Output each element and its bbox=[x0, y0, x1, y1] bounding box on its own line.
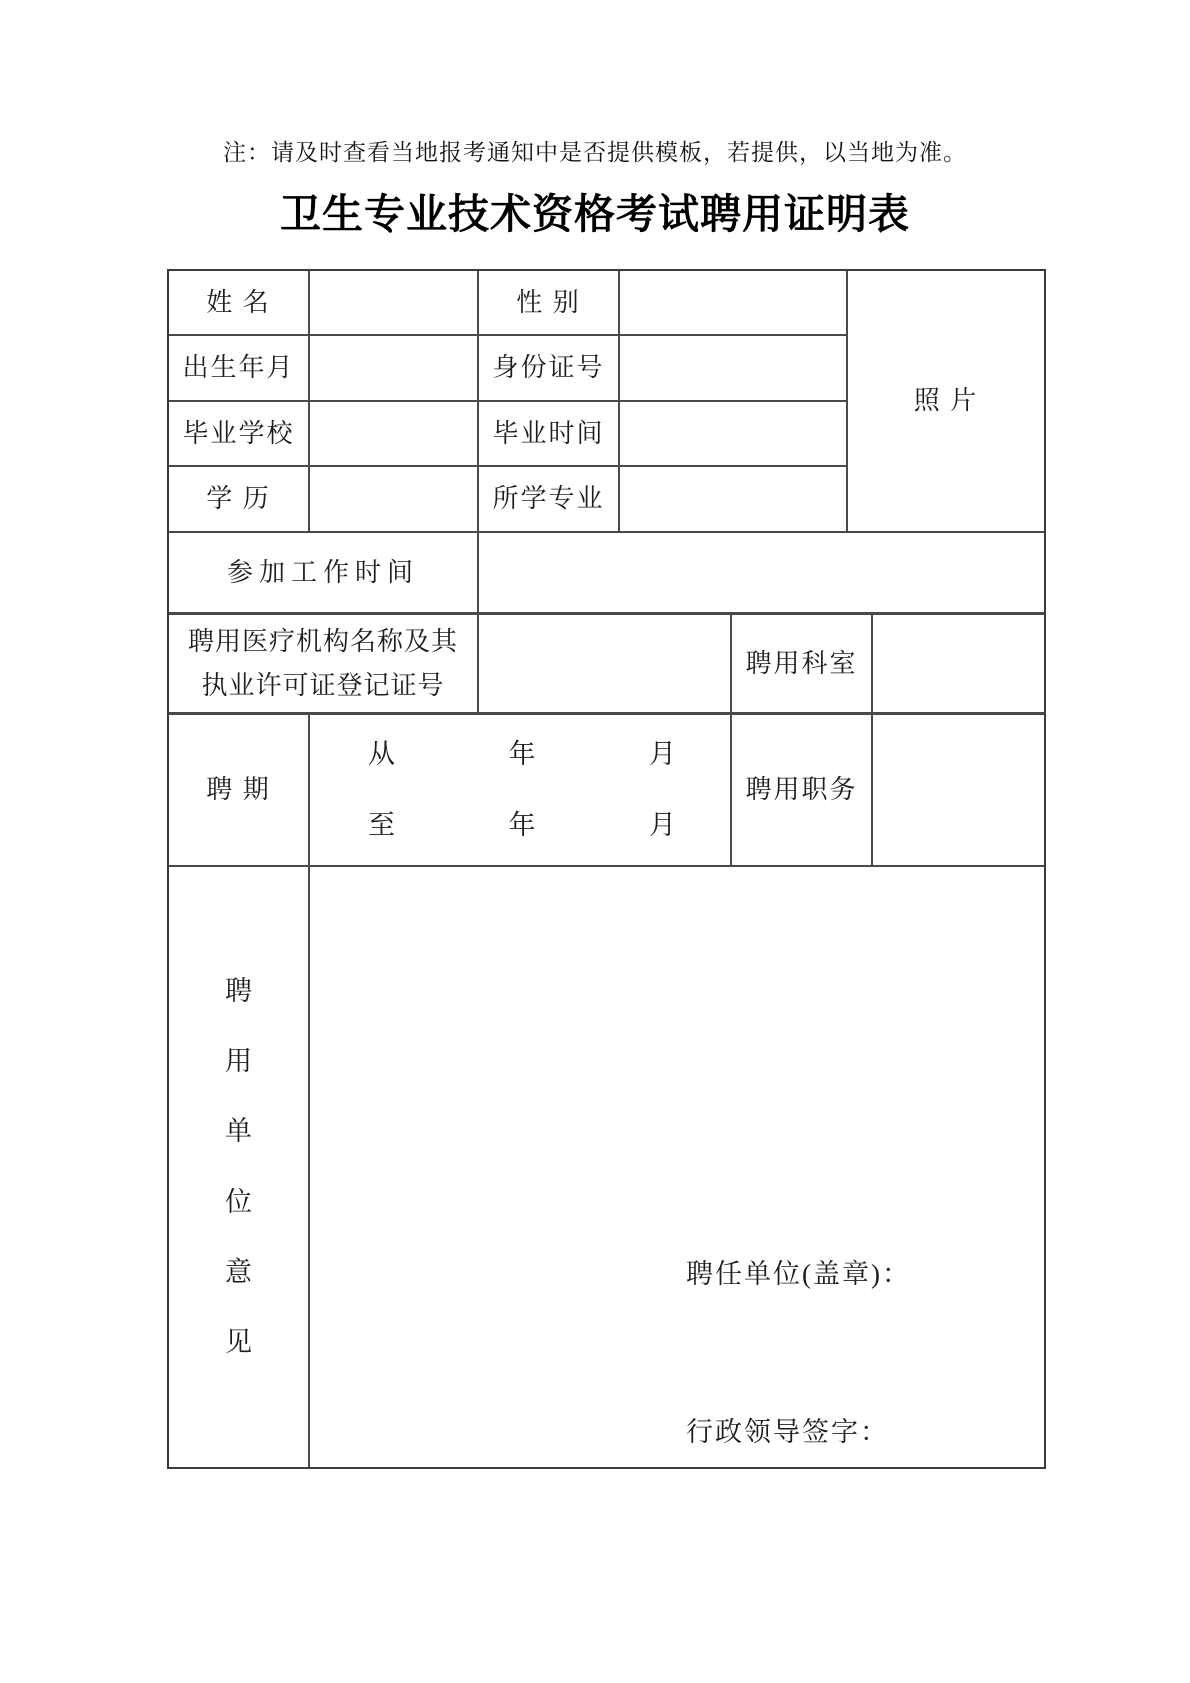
employer-opinion-cell[interactable] bbox=[310, 867, 1044, 1467]
major-value-cell[interactable] bbox=[620, 467, 848, 533]
id-number-label: 身份证号 bbox=[479, 336, 620, 402]
org-value-cell[interactable] bbox=[479, 615, 732, 715]
employment-certificate-table bbox=[167, 269, 1046, 1469]
term-to-line bbox=[310, 808, 730, 843]
major-label: 所学专业 bbox=[479, 467, 620, 533]
opinion-char: 用 bbox=[225, 1046, 252, 1077]
department-label: 聘用科室 bbox=[732, 615, 873, 715]
term-label: 聘 期 bbox=[169, 715, 310, 867]
school-label: 毕业学校 bbox=[169, 402, 310, 467]
education-value-cell[interactable] bbox=[310, 467, 479, 533]
note-text: 注：请及时查看当地报考通知中是否提供模板，若提供，以当地为准。 bbox=[223, 140, 967, 165]
department-value-cell[interactable] bbox=[873, 615, 1044, 715]
month-char: 月 bbox=[649, 810, 678, 840]
id-number-value-cell[interactable] bbox=[620, 336, 848, 402]
opinion-char: 聘 bbox=[225, 976, 252, 1007]
photo-cell: 照 片 bbox=[848, 271, 1044, 533]
term-period-cell[interactable] bbox=[310, 715, 732, 867]
education-label: 学 历 bbox=[169, 467, 310, 533]
org-label bbox=[169, 615, 479, 715]
birth-date-label: 出生年月 bbox=[169, 336, 310, 402]
employer-opinion-label bbox=[169, 867, 310, 1467]
graduation-time-value-cell[interactable] bbox=[620, 402, 848, 467]
opinion-char: 意 bbox=[225, 1256, 252, 1287]
opinion-char: 位 bbox=[225, 1186, 252, 1217]
org-label-line2: 执业许可证登记证号 bbox=[201, 670, 445, 700]
year-char: 年 bbox=[508, 738, 538, 769]
gender-label: 性 别 bbox=[479, 271, 620, 336]
position-label: 聘用职务 bbox=[732, 715, 873, 867]
opinion-char: 见 bbox=[225, 1326, 252, 1357]
term-from-line bbox=[310, 737, 730, 772]
gender-value-cell[interactable] bbox=[620, 271, 848, 336]
term-to-char: 至 bbox=[368, 810, 397, 840]
seal-label: 聘任单位(盖章)： bbox=[686, 1259, 911, 1289]
work-start-value-cell[interactable] bbox=[479, 533, 1044, 615]
name-value-cell[interactable] bbox=[310, 271, 479, 336]
term-from-char: 从 bbox=[368, 738, 397, 769]
graduation-time-label: 毕业时间 bbox=[479, 402, 620, 467]
opinion-char: 单 bbox=[225, 1116, 252, 1147]
page-title: 卫生专业技术资格考试聘用证明表 bbox=[280, 191, 910, 237]
year-char: 年 bbox=[508, 810, 538, 840]
signature-label: 行政领导签字： bbox=[686, 1417, 889, 1447]
school-value-cell[interactable] bbox=[310, 402, 479, 467]
birth-date-value-cell[interactable] bbox=[310, 336, 479, 402]
month-char: 月 bbox=[649, 738, 678, 769]
position-value-cell[interactable] bbox=[873, 715, 1044, 867]
work-start-label: 参加工作时间 bbox=[169, 533, 479, 615]
org-label-line1: 聘用医疗机构名称及其 bbox=[187, 626, 458, 656]
name-label: 姓 名 bbox=[169, 271, 310, 336]
